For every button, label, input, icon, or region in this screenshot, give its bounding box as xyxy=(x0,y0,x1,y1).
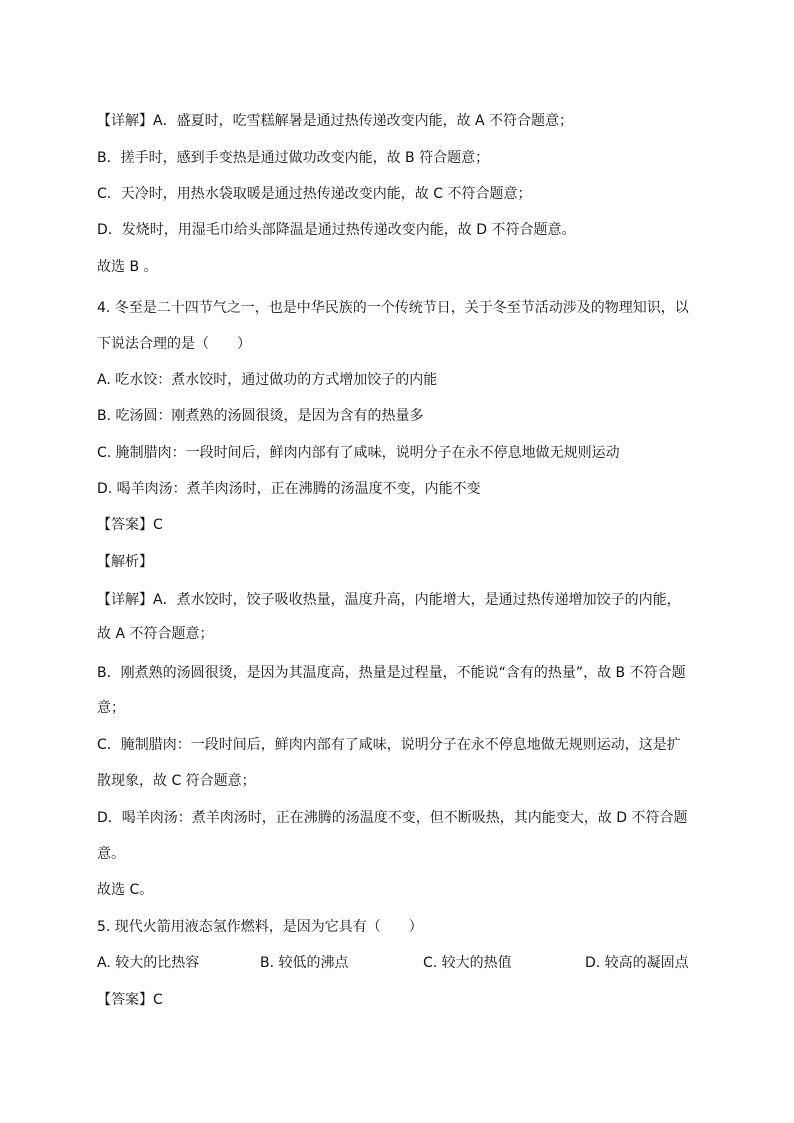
q5-option-b: B. 较低的沸点 xyxy=(260,955,349,971)
q4-option-b: B. 吃汤圆：刚煮熟的汤圆很烫，是因为含有的热量多 xyxy=(97,408,424,424)
q4-detail-d-line1: D．喝羊肉汤：煮羊肉汤时，正在沸腾的汤温度不变，但不断吸热，其内能变大，故 D 不符合题 xyxy=(97,810,688,826)
q4-detail-d-line2: 意。 xyxy=(97,846,125,862)
q4-option-a: A. 吃水饺：煮水饺时，通过做功的方式增加饺子的内能 xyxy=(97,372,438,388)
q4-stem-line1: 4. 冬至是二十四节气之一，也是中华民族的一个传统节日，关于冬至节活动涉及的物理知识，以 xyxy=(97,300,689,316)
q4-option-d: D. 喝羊肉汤：煮羊肉汤时，正在沸腾的汤温度不变，内能不变 xyxy=(97,481,481,497)
q3-detail-a: 【详解】A．盛夏时，吃雪糕解暑是通过热传递改变内能，故 A 不符合题意； xyxy=(97,113,574,129)
q3-detail-d: D．发烧时，用湿毛巾给头部降温是通过热传递改变内能，故 D 不符合题意。 xyxy=(97,222,576,238)
q3-detail-b: B．搓手时，感到手变热是通过做功改变内能，故 B 符合题意； xyxy=(97,150,490,166)
q4-choice: 故选 C。 xyxy=(97,882,154,898)
q4-detail-a-line1: 【详解】A．煮水饺时，饺子吸收热量，温度升高，内能增大，是通过热传递增加饺子的内能， xyxy=(97,592,681,608)
q5-stem: 5. 现代火箭用液态氢作燃料，是因为它具有（ ） xyxy=(97,919,423,935)
q4-detail-b-line2: 意； xyxy=(97,700,125,716)
q4-detail-c-line2: 散现象，故 C 符合题意； xyxy=(97,773,256,789)
q5-option-d: D. 较高的凝固点 xyxy=(585,955,689,971)
q5-option-a: A. 较大的比热容 xyxy=(97,955,200,971)
q4-analysis-label: 【解析】 xyxy=(97,554,153,570)
q3-choice: 故选 B 。 xyxy=(97,259,158,275)
q4-detail-c-line1: C．腌制腊肉：一段时间后，鲜肉内部有了咸味，说明分子在永不停息地做无规则运动，这是扩 xyxy=(97,737,681,753)
q4-detail-a-line2: 故 A 不符合题意； xyxy=(97,626,214,642)
q3-detail-c: C．天冷时，用热水袋取暖是通过热传递改变内能，故 C 不符合题意； xyxy=(97,186,532,202)
q5-options xyxy=(97,953,717,973)
q5-answer: 【答案】C xyxy=(97,992,163,1008)
q4-stem-line2: 下说法合理的是（ ） xyxy=(97,336,251,352)
q4-answer: 【答案】C xyxy=(97,517,163,533)
q4-detail-b-line1: B．刚煮熟的汤圆很烫，是因为其温度高，热量是过程量，不能说“含有的热量”，故 B 不符合题 xyxy=(97,665,686,681)
q5-option-c: C. 较大的热值 xyxy=(423,955,512,971)
q4-option-c: C. 腌制腊肉：一段时间后，鲜肉内部有了咸味，说明分子在永不停息地做无规则运动 xyxy=(97,445,620,461)
